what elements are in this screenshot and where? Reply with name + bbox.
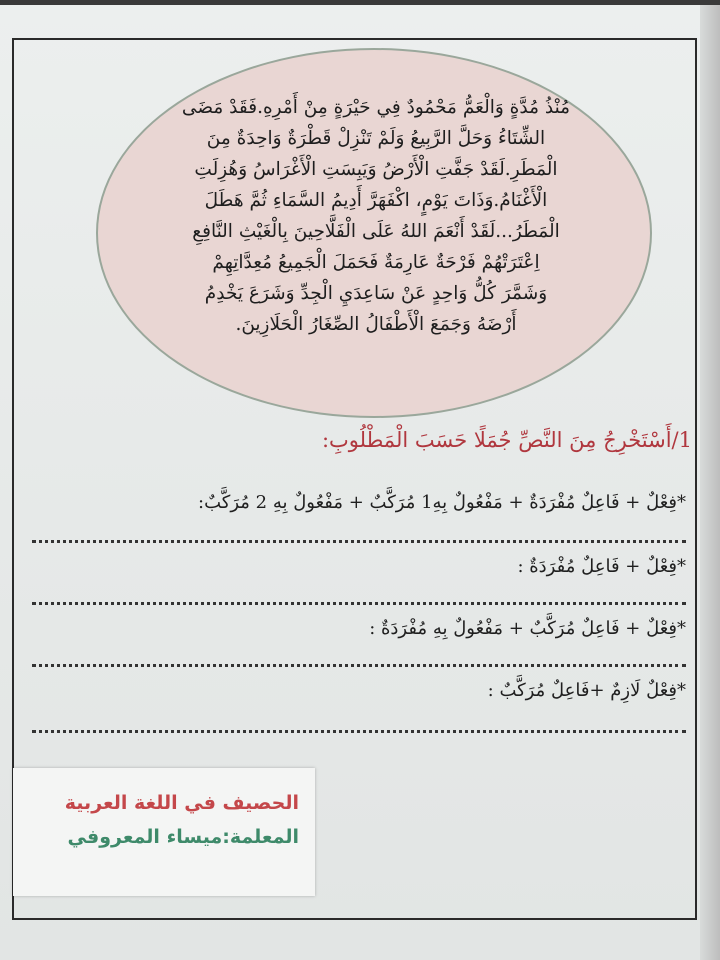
passage-line: الشِّتَاءُ وَحَلَّ الرَّبِيعُ وَلَمْ تَنْزِلْ قَطْرَةٌ وَاحِدَةٌ مِنَ — [206, 128, 546, 149]
question-title: 1/أَسْتَخْرِجُ مِنَ النَّصِّ جُمَلًا حَسَبَ الْمَطْلُوبِ: — [321, 428, 692, 452]
passage-line: الْمَطَرِ.لَقَدْ جَفَّتِ الْأَرْضُ وَيَبِسَتِ الْأَغْرَاسُ وَهُزِلَتِ — [194, 159, 558, 180]
stamp-subject: الحصيف في اللغة العربية — [64, 792, 299, 814]
exercise-item-2: *فِعْلٌ + فَاعِلٌ مُفْرَدَةٌ : — [517, 556, 686, 577]
paper-edge-shadow — [700, 0, 720, 960]
answer-line-4[interactable] — [32, 730, 686, 733]
reading-passage — [148, 92, 604, 340]
passage-line: وَشَمَّرَ كُلُّ وَاحِدٍ عَنْ سَاعِدَيِ الْجِدِّ وَشَرَعَ يَخْدِمُ — [204, 283, 548, 304]
top-border-line — [0, 0, 720, 5]
answer-line-1[interactable] — [32, 540, 686, 543]
stamp-teacher: المعلمة:ميساء المعروفي — [67, 826, 299, 848]
passage-line: اِعْتَرَتْهُمْ فَرْحَةٌ عَارِمَةٌ فَحَمَلَ الْجَمِيعُ مُعِدَّاتِهِمْ — [212, 252, 540, 273]
answer-line-2[interactable] — [32, 602, 686, 605]
exercise-item-4: *فِعْلٌ لَازِمٌ +فَاعِلٌ مُرَكَّبٌ : — [487, 680, 686, 701]
teacher-stamp — [13, 768, 315, 896]
answer-line-3[interactable] — [32, 664, 686, 667]
passage-line: مُنْذُ مُدَّةٍ وَالْعَمُّ مَحْمُودٌ فِي حَيْرَةٍ مِنْ أَمْرِهِ.فَقَدْ مَضَى — [181, 97, 571, 118]
exercise-item-3: *فِعْلٌ + فَاعِلٌ مُرَكَّبٌ + مَفْعُولٌ بِهِ مُفْرَدَةٌ : — [369, 618, 686, 639]
exercise-item-1: *فِعْلٌ + فَاعِلٌ مُفْرَدَةٌ + مَفْعُولٌ بِهِ1 مُرَكَّبٌ + مَفْعُولٌ بِهِ 2 مُرَكَّبٌ: — [198, 492, 686, 513]
passage-line: الْأَغْنَامُ.وَذَاتَ يَوْمٍ، اكْفَهَرَّ أَدِيمُ السَّمَاءِ ثُمَّ هَطَلَ — [204, 190, 548, 211]
passage-line: أَرْضَهُ وَجَمَعَ الْأَطْفَالُ الصِّغَارُ الْحَلَازِينَ. — [235, 314, 517, 335]
passage-line: الْمَطَرُ...لَقَدْ أَنْعَمَ اللهُ عَلَى الْفَلَّاحِينَ بِالْغَيْثِ النَّافِعِ — [192, 221, 560, 242]
